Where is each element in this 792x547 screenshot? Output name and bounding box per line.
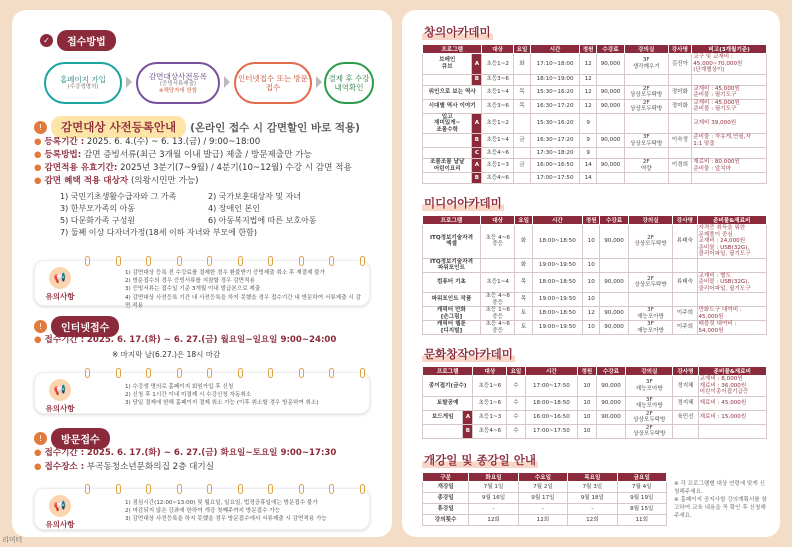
column-header: 시간 (532, 216, 582, 225)
table-cell: 준비물 : 자유게,연필,자 1:1 맞춤 (692, 134, 767, 148)
table-cell: ITQ정보기술자격 엑셀 (423, 225, 481, 259)
visit-place: ● 접수장소 : 부곡동청소년문화의집 2층 대기실 (34, 462, 215, 472)
table-cell (624, 74, 668, 85)
table-cell: 초등3~6 (482, 99, 514, 113)
flow-step-2: 감면대상사전등록 (증빙서류제출) ※해당자에 한함 (136, 62, 220, 104)
table-cell: 초등1~3 (482, 159, 514, 173)
column-header: 강의실 (624, 45, 668, 54)
table-cell: 7월 2일 (518, 482, 567, 493)
discount-target: ● 감면 혜택 적용 대상자 (의왕시민만 가능) (34, 176, 199, 186)
info-icon: ! (34, 121, 47, 134)
table-cell: 10 (578, 410, 596, 424)
table-cell: 위인으로 보는 역사 (423, 85, 482, 99)
column-header: 시간 (530, 45, 579, 54)
column-header: 수강료 (597, 45, 625, 54)
column-header: 시간 (525, 367, 578, 376)
column-header: 강사명 (668, 45, 692, 54)
table-cell: 브레인 큐브 (423, 54, 472, 75)
table-cell: 90,000 (597, 159, 625, 173)
table-cell (673, 424, 698, 438)
table-cell (423, 173, 472, 184)
column-header: 프로그램 (423, 216, 481, 225)
section-title-discount: ! 감면대상 사전등록안내 (온라인 접수 시 감면할인 바로 적용) (34, 116, 360, 138)
table-cell: 90,000 (597, 85, 625, 99)
table-cell: 종강일 (423, 493, 469, 504)
table-cell: 17:00~17:50 (530, 173, 579, 184)
table-cell: 7월 3일 (568, 482, 617, 493)
notice-box-3: 📢 유의사항 1) 점심시간(12:00~13:00) 및 월요일, 일요일, 법정공휴일에는 방문접수 불가 2) 마감되지 않은 강좌에 한하여 개강 첫째주까지 방문접수 가능 3) 감면대상 사전등록을 하지 못했을 경우 방문접수에서 서류제출 시 감면적용 가능 (34, 488, 370, 530)
table-cell: 화 (515, 225, 532, 259)
table-cell: 재료비 : 45,000원 (698, 396, 766, 410)
table-row (423, 148, 767, 159)
table-cell: 12회 (518, 515, 567, 526)
column-header: 수요일 (518, 473, 567, 482)
table-row (423, 113, 767, 134)
column-header: 프로그램 (423, 367, 473, 376)
table-cell: 목 (513, 99, 530, 113)
table-cell: 이숙정 (668, 134, 692, 148)
table-row (423, 504, 667, 515)
column-header: 요일 (507, 367, 525, 376)
table-cell: 18:00~18:50 (532, 225, 582, 259)
table-cell: 90,000 (596, 410, 626, 424)
table-cell: 금 (513, 134, 530, 148)
table-cell: 2F 상상모두탁방 (628, 272, 673, 293)
table-cell: 11회 (617, 515, 666, 526)
table-row (423, 74, 767, 85)
table-cell: 14 (580, 159, 597, 173)
table-cell: 초등1~2 (482, 113, 514, 134)
table-cell (697, 258, 767, 272)
table-cell: 초등1~4 (482, 85, 514, 99)
table-cell: 초등 4~6 중등 (480, 321, 514, 335)
table-cell: 시대별 역사 이야기 (423, 99, 482, 113)
heading-media: 미디어아카데미 (424, 196, 502, 210)
table-media (422, 215, 767, 335)
table-cell: 휴강일 (423, 504, 469, 515)
table-cell: 초등 1~6 중등 (480, 307, 514, 321)
table-cell (628, 258, 673, 272)
table-cell: 2F 상상모두탁방 (624, 85, 668, 99)
table-cell: 재료비 : 80,000원 준비물 : 앞치마 (692, 159, 767, 173)
table-row (423, 482, 667, 493)
table-row (423, 54, 767, 75)
table-cell: 90,000 (600, 272, 628, 293)
table-cell: 17:00~17:50 (525, 424, 578, 438)
table-cell: 90,000 (597, 99, 625, 113)
megaphone-icon: 📢 (49, 495, 71, 517)
table-cell (423, 74, 472, 85)
heading-culture: 문화창작아카데미 (424, 347, 513, 361)
table-cell: 초등1~2 (482, 54, 514, 75)
column-header: 대상 (473, 367, 507, 376)
table-cell: 토탈공예 (423, 396, 473, 410)
table-cell: 캐릭터 웹툰 [디지털] (423, 321, 481, 335)
table-cell: 토 (515, 321, 532, 335)
column-header: 금요일 (617, 473, 666, 482)
table-cell: 보드게임 (423, 410, 463, 424)
table-cell: 교재비 : 8,000원 재료비 : 36,000원 어린이종이접기급증 (698, 376, 766, 397)
table-cell: 12 (580, 99, 597, 113)
table-cell: 9월 16일 (469, 493, 518, 504)
table-cell: 종이접기(금수) (423, 376, 473, 397)
table-cell: 강의횟수 (423, 515, 469, 526)
table-cell: 수 (507, 424, 525, 438)
table-cell (600, 258, 628, 272)
table-cell: 정지혜 (673, 396, 698, 410)
table-cell (513, 113, 530, 134)
discount-valid: ● 감면적용 유효기간: 2025년 3분기(7~9월) / 4분기(10~12월) 수강 시 감면 적용 (34, 163, 352, 173)
table-cell (513, 74, 530, 85)
table-cell: 교재비 : 별도 준비물 : USB(32G), 클리어파일, 필기도구 (697, 272, 767, 293)
check-icon: ✓ (40, 34, 53, 47)
discount-method: ● 등록방법: 감면 증빙서류(최근 3개월 이내 발급) 제출 / 방문제출만 가능 (34, 150, 312, 160)
table-cell: 초등1~6 (473, 396, 507, 410)
table-cell: 12 (580, 85, 597, 99)
table-cell: 교재비 : 45,000원 준비물 : 필기도구 (692, 85, 767, 99)
table-cell (596, 424, 626, 438)
table-cell: 재료비 : 15,000원 (698, 410, 766, 424)
column-header: 강의실 (628, 216, 673, 225)
table-cell: 초등4~6 (473, 424, 507, 438)
table-cell: B (472, 74, 482, 85)
heading-creative: 창의아카데미 (424, 25, 491, 39)
table-cell: A (472, 113, 482, 134)
table-cell: 3F 재능모아방 (628, 307, 673, 321)
table-cell: 9월 17일 (518, 493, 567, 504)
table-row (423, 396, 767, 410)
column-header: 강사명 (673, 367, 698, 376)
table-cell: 10 (578, 424, 596, 438)
table-cell: 15:30~16:20 (530, 85, 579, 99)
table-cell: 류태숙 (673, 272, 697, 293)
table-cell: 90,000 (596, 376, 626, 397)
notice-box-1: 📢 유의사항 1) 감면대상 등록 전 수강료를 결제한 경우 환불받기 증빙제출 취소 후 재결제 불가 2) 방문접수의 경우 증빙서류를 지참할 경우 감면적용 3) 증빙서류는 접수일 기준 3개월 이내 발급본으로 제출 4) 감면대상 사전등록 기간 내 사전등록을 하지 못했을 경우 접수기간 내 방문하여 서류제출 시 감면 적용 (34, 260, 370, 306)
discount-period: ● 등록기간 : 2025. 6. 4.(수) ~ 6. 13.(금) / 9:00~18:00 (34, 137, 261, 147)
table-cell: 10 (583, 225, 600, 259)
table-cell: 2F 상상모두탁방 (628, 225, 673, 259)
table-cell: 9월 18일 (568, 493, 617, 504)
table-cell (597, 148, 625, 159)
table-cell: 7월 4일 (617, 482, 666, 493)
table-cell (673, 258, 697, 272)
table-cell: 수 (507, 396, 525, 410)
table-cell: 90,000 (600, 321, 628, 335)
table-cell: 18:00~18:50 (532, 307, 582, 321)
right-page (402, 10, 780, 537)
table-cell: - (518, 504, 567, 515)
table-cell: 토 (515, 307, 532, 321)
table-cell: 교구 및 교재비 : 45,000~70,000원 (단계별상이) (692, 54, 767, 75)
table-cell: 10 (583, 293, 600, 307)
table-cell: B (472, 173, 482, 184)
table-cell: 3F 생각깨우기 (624, 54, 668, 75)
table-cell: 초등4~6 (482, 148, 514, 159)
flow-step-4: 결제 후 수강 내역확인 (324, 62, 374, 104)
table-cell: 화 (513, 54, 530, 75)
section-title-online: ! 인터넷접수 (34, 316, 119, 337)
column-header: 정원 (583, 216, 600, 225)
table-cell: 2F 상상모두탁방 (624, 99, 668, 113)
table-cell: 9월 19일 (617, 493, 666, 504)
table-cell (597, 113, 625, 134)
table-row (423, 410, 767, 424)
table-cell: 김진아 (668, 54, 692, 75)
table-cell: 15:30~16:20 (530, 113, 579, 134)
table-schedule (422, 472, 667, 526)
table-culture (422, 366, 767, 439)
table-cell (692, 173, 767, 184)
table-cell: 정미화 (668, 99, 692, 113)
table-cell: 10 (583, 321, 600, 335)
table-cell: 2F 역량 (624, 159, 668, 173)
table-cell (692, 148, 767, 159)
table-cell: 초등1~4 (482, 134, 514, 148)
table-row (423, 173, 767, 184)
table-cell (698, 424, 766, 438)
table-cell: 교재비 39,000원 (692, 113, 767, 134)
table-cell: 초등1~4 (480, 272, 514, 293)
table-cell (668, 173, 692, 184)
table-cell: 16:00~16:50 (530, 159, 579, 173)
table-cell: 초등4~6 (482, 173, 514, 184)
table-cell: 19:00~19:50 (532, 293, 582, 307)
table-cell: 18:00~18:50 (532, 272, 582, 293)
column-header: 대상 (480, 216, 514, 225)
table-cell: 12회 (568, 515, 617, 526)
column-header: 화요일 (469, 473, 518, 482)
flow-step-3: 인터넷접수 또는 방문접수 (234, 62, 312, 104)
table-cell: 9 (580, 148, 597, 159)
table-cell: 파워포인트 작품 (423, 293, 481, 307)
table-cell: 16:30~17:20 (530, 99, 579, 113)
table-cell: 90,000 (596, 396, 626, 410)
section-title-label: 접수방법 (57, 30, 116, 51)
table-cell: B (463, 424, 473, 438)
column-header: 대상 (482, 45, 514, 54)
table-cell (597, 173, 625, 184)
table-cell: 자격증 취득을 위한 문제풀이 중심 교재비 : 24,000원 준비물 : USB(32G), 클리어파일, 필기도구 (697, 225, 767, 259)
table-cell (600, 293, 628, 307)
table-cell: 10 (583, 272, 600, 293)
table-cell: 12 (580, 74, 597, 85)
flow-step-1: 홈페이지 가입 (수강생명의) (44, 62, 122, 104)
table-cell: 16:00~16:50 (525, 410, 578, 424)
table-row (423, 424, 767, 438)
table-cell: 12 (583, 307, 600, 321)
column-header: 목요일 (568, 473, 617, 482)
section-title-method (40, 30, 116, 51)
table-cell: - (568, 504, 617, 515)
column-header: 프로그램 (423, 45, 482, 54)
target-list: 1) 국민기초생활수급자와 그 가족 2) 국가보훈대상자 및 자녀 3) 한부모가족의 아동 4) 장애인 본인 5) 다문화가족 구성원 6) 아동복지법에 따른 보호아동 7) 둘째 이상 다자녀가정(18세 이하 자녀와 부모에 한함) (60, 192, 317, 237)
table-creative (422, 44, 767, 184)
table-cell: 19:00~19:50 (532, 321, 582, 335)
process-flow (26, 62, 376, 108)
notice-box-2: 📢 유의사항 1) 수강생 명의로 홈페이지 회원가입 후 신청 2) 신청 후 1시간 이내 미결제 시 수강신청 자동취소 3) 당일 결제에 한해 홈페이지 결제 취소 가능 (이후 취소할 경우 방문하여 취소) (34, 372, 370, 414)
table-row (423, 85, 767, 99)
info-icon: ! (34, 320, 47, 333)
corner-label: 리미터 (2, 536, 23, 544)
table-cell (597, 74, 625, 85)
table-cell: 목 (515, 293, 532, 307)
table-row (423, 258, 767, 272)
table-cell: 육민선 (673, 410, 698, 424)
table-cell (624, 113, 668, 134)
table-row (423, 225, 767, 259)
megaphone-icon: 📢 (49, 379, 71, 401)
table-cell: 3F 상상모두탁방 (624, 134, 668, 148)
info-icon: ! (34, 432, 47, 445)
table-cell: 이주희 (673, 321, 697, 335)
table-cell: 90,000 (597, 134, 625, 148)
arrow-icon (224, 76, 230, 88)
table-cell (668, 74, 692, 85)
table-cell: 90,000 (600, 307, 628, 321)
table-cell: 입고 재미있게~ 조몰수학 (423, 113, 472, 134)
table-cell: 10 (578, 376, 596, 397)
table-cell: 3F 재능모아방 (626, 396, 673, 410)
column-header: 강의실 (626, 367, 673, 376)
table-cell: 류태숙 (673, 225, 697, 259)
table-cell: 이주희 (673, 307, 697, 321)
table-cell: 화 (515, 258, 532, 272)
table-cell: 17:10~18:00 (530, 54, 579, 75)
megaphone-icon: 📢 (49, 267, 71, 289)
left-page (12, 10, 392, 537)
column-header: 요일 (515, 216, 532, 225)
table-cell: 만화도구 대여비 : 45,000원 (697, 307, 767, 321)
table-cell: ITQ정보기술자격 파워포인트 (423, 258, 481, 272)
table-cell: 컴퓨터 기초 (423, 272, 481, 293)
column-header: 정원 (580, 45, 597, 54)
table-cell: 목 (513, 85, 530, 99)
table-cell (513, 173, 530, 184)
table-cell: 3F 재능모아방 (628, 321, 673, 335)
column-header: 구분 (423, 473, 469, 482)
table-cell: A (463, 410, 473, 424)
section-title-visit: ! 방문접수 (34, 428, 110, 449)
table-cell: A (472, 159, 482, 173)
visit-period: ● 접수기간 : 2025. 6. 17.(화) ~ 6. 27.(금) 화요일~토요일 9:00~17:30 (34, 448, 337, 458)
table-cell (624, 148, 668, 159)
table-cell: 2F 상상모두탁방 (626, 424, 673, 438)
table-cell: 12회 (469, 515, 518, 526)
table-cell: 16:30~17:20 (530, 134, 579, 148)
column-header: 수강료 (596, 367, 626, 376)
table-cell: B (472, 134, 482, 148)
table-cell: 수 (507, 376, 525, 397)
table-cell (668, 148, 692, 159)
table-cell: 금 (513, 159, 530, 173)
table-cell (624, 173, 668, 184)
column-header: 준비물&재료비 (697, 216, 767, 225)
table-cell: 19:00~19:50 (532, 258, 582, 272)
table-cell (697, 293, 767, 307)
table-cell: 이경희 (668, 159, 692, 173)
table-cell: 캐릭터 만화 [손그림] (423, 307, 481, 321)
table-row (423, 159, 767, 173)
table-row (423, 134, 767, 148)
arrow-icon (316, 76, 322, 88)
table-cell (513, 148, 530, 159)
table-cell: 목 (515, 272, 532, 293)
table-cell: 교재비 : 45,000원 준비물 : 필기도구 (692, 99, 767, 113)
table-row (423, 99, 767, 113)
table-cell: 개강일 (423, 482, 469, 493)
table-cell: 8월 15일 (617, 504, 666, 515)
column-header: 정원 (578, 367, 596, 376)
table-cell: 조몰조몰 날날 어린이요리 (423, 159, 472, 173)
table-row (423, 293, 767, 307)
table-cell (480, 258, 514, 272)
table-cell: 초등1~3 (473, 410, 507, 424)
table-cell: 3F 재능모아방 (626, 376, 673, 397)
online-period: ● 접수기간 : 2025. 6. 17.(화) ~ 6. 27.(금) 월요일~일요일 9:00~24:00 (34, 335, 337, 345)
table-row (423, 493, 667, 504)
table-cell: 12 (580, 54, 597, 75)
table-row (423, 272, 767, 293)
table-cell: C (472, 148, 482, 159)
column-header: 준비물&재료비 (698, 367, 766, 376)
table-cell: A (472, 54, 482, 75)
table-cell: 정미화 (668, 85, 692, 99)
table-cell: 정지혜 (673, 376, 698, 397)
table-cell: 17:00~17:50 (525, 376, 578, 397)
table-row (423, 515, 667, 526)
table-cell (423, 148, 472, 159)
table-cell: 수 (507, 410, 525, 424)
column-header: 강사명 (673, 216, 697, 225)
schedule-note: ※ 각 프로그램별 대상 연령에 맞게 신청해주세요. ※ 홈페이지 공지사항 강의계획서를 참고하여 교육 내용을 꼭 확인 후 신청해주세요. (674, 481, 767, 519)
column-header: 수강료 (600, 216, 628, 225)
table-cell: 7월 1일 (469, 482, 518, 493)
table-cell: 태블릿 대여비 : 54,000원 (697, 321, 767, 335)
table-cell: 10 (578, 396, 596, 410)
table-cell (423, 134, 472, 148)
table-cell: 2F 상상모두탁방 (626, 410, 673, 424)
table-cell: 초등1~6 (473, 376, 507, 397)
table-cell: - (469, 504, 518, 515)
table-cell (423, 424, 463, 438)
online-deadline-note: ※ 마지막 날(6.27.)은 18시 마감 (112, 350, 221, 359)
table-cell: 9 (580, 113, 597, 134)
table-cell: 18:00~18:50 (525, 396, 578, 410)
table-cell: 초등3~6 (482, 74, 514, 85)
heading-schedule: 개강일 및 종강일 안내 (424, 453, 536, 467)
table-cell: 14 (580, 173, 597, 184)
column-header: 비고(3개월기준) (692, 45, 767, 54)
table-cell (668, 113, 692, 134)
table-row (423, 376, 767, 397)
table-cell (692, 74, 767, 85)
table-cell: 초등 4~6 중등 (480, 293, 514, 307)
table-cell (628, 293, 673, 307)
table-cell: 10 (583, 258, 600, 272)
table-row (423, 307, 767, 321)
table-cell: 17:30~18:20 (530, 148, 579, 159)
table-cell: 18:10~19:00 (530, 74, 579, 85)
table-cell (673, 293, 697, 307)
table-cell: 90,000 (597, 54, 625, 75)
table-cell: 9 (580, 134, 597, 148)
table-row (423, 321, 767, 335)
arrow-icon (126, 76, 132, 88)
table-cell: 초등 4~6 중등 (480, 225, 514, 259)
table-cell: 90,000 (600, 225, 628, 259)
column-header: 요일 (513, 45, 530, 54)
